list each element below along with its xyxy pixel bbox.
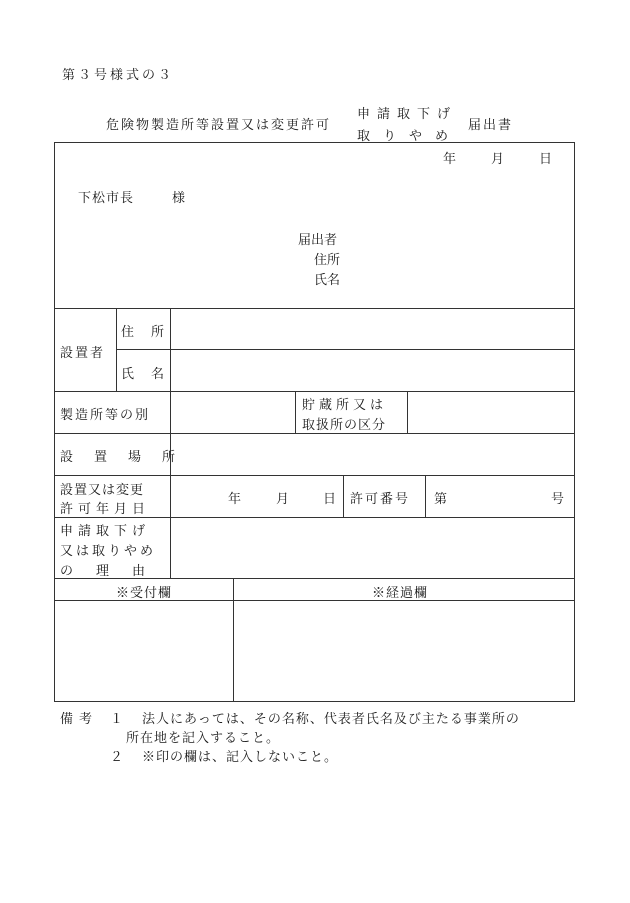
note-1-line-2: 所在地を記入すること。 (126, 731, 281, 746)
progress-label: ※経過欄 (372, 586, 429, 601)
applicant-label: 届出者 (298, 233, 338, 248)
reason-label-2: 又は取りやめ (60, 544, 157, 559)
date-year: 年 (443, 152, 457, 167)
title-withdraw: 申請取下げ (357, 107, 458, 122)
permit-month: 月 (276, 492, 290, 507)
divider (233, 578, 234, 702)
permit-number-prefix: 第 (434, 492, 448, 507)
applicant-address: 住所 (314, 253, 341, 268)
title-notification: 届出書 (468, 118, 514, 133)
divider (54, 475, 575, 476)
date-day: 日 (539, 152, 553, 167)
divider (54, 433, 575, 434)
note-1-line-1: 法人にあっては、その名称、代表者氏名及び主たる事業所の (142, 712, 520, 727)
addressee-honorific: 様 (172, 191, 186, 206)
note-1-number: １ (110, 712, 124, 727)
permit-year: 年 (228, 492, 242, 507)
divider (116, 308, 117, 391)
reason-label-3: の 理 由 (60, 564, 151, 579)
date-month: 月 (491, 152, 505, 167)
installer-address-label: 住 所 (121, 325, 167, 340)
notes-heading: 備考 (60, 712, 99, 727)
storage-label-2: 取扱所の区分 (302, 418, 387, 433)
note-2-text: ※印の欄は、記入しないこと。 (142, 750, 339, 765)
permit-number-suffix: 号 (551, 492, 565, 507)
installer-label: 設置者 (60, 346, 106, 361)
divider (54, 391, 575, 392)
reception-label: ※受付欄 (116, 586, 173, 601)
divider (407, 391, 408, 433)
form-number: 第３号様式の３ (62, 68, 175, 83)
divider (170, 308, 171, 578)
divider (54, 517, 575, 518)
note-2-number: ２ (110, 750, 124, 765)
storage-label-1: 貯蔵所又は (302, 398, 388, 413)
addressee-name: 下松市長 (78, 191, 135, 206)
divider (425, 475, 426, 517)
facility-kind-label: 製造所等の別 (60, 408, 151, 423)
permit-label-1: 設置又は変更 (60, 483, 145, 498)
permit-day: 日 (323, 492, 337, 507)
title-main: 危険物製造所等設置又は変更許可 (106, 118, 332, 133)
location-label: 設 置 場 所 (60, 450, 180, 465)
permit-label-2: 許可年月日 (60, 502, 151, 517)
installer-name-label: 氏 名 (121, 367, 167, 382)
divider (116, 349, 575, 350)
permit-number-label: 許可番号 (350, 492, 411, 507)
divider (54, 308, 575, 309)
divider (295, 391, 296, 433)
applicant-name: 氏名 (314, 273, 341, 288)
title-cancel: 取りやめ (357, 129, 462, 144)
divider (343, 475, 344, 517)
reason-label-1: 申請取下げ (60, 524, 151, 539)
